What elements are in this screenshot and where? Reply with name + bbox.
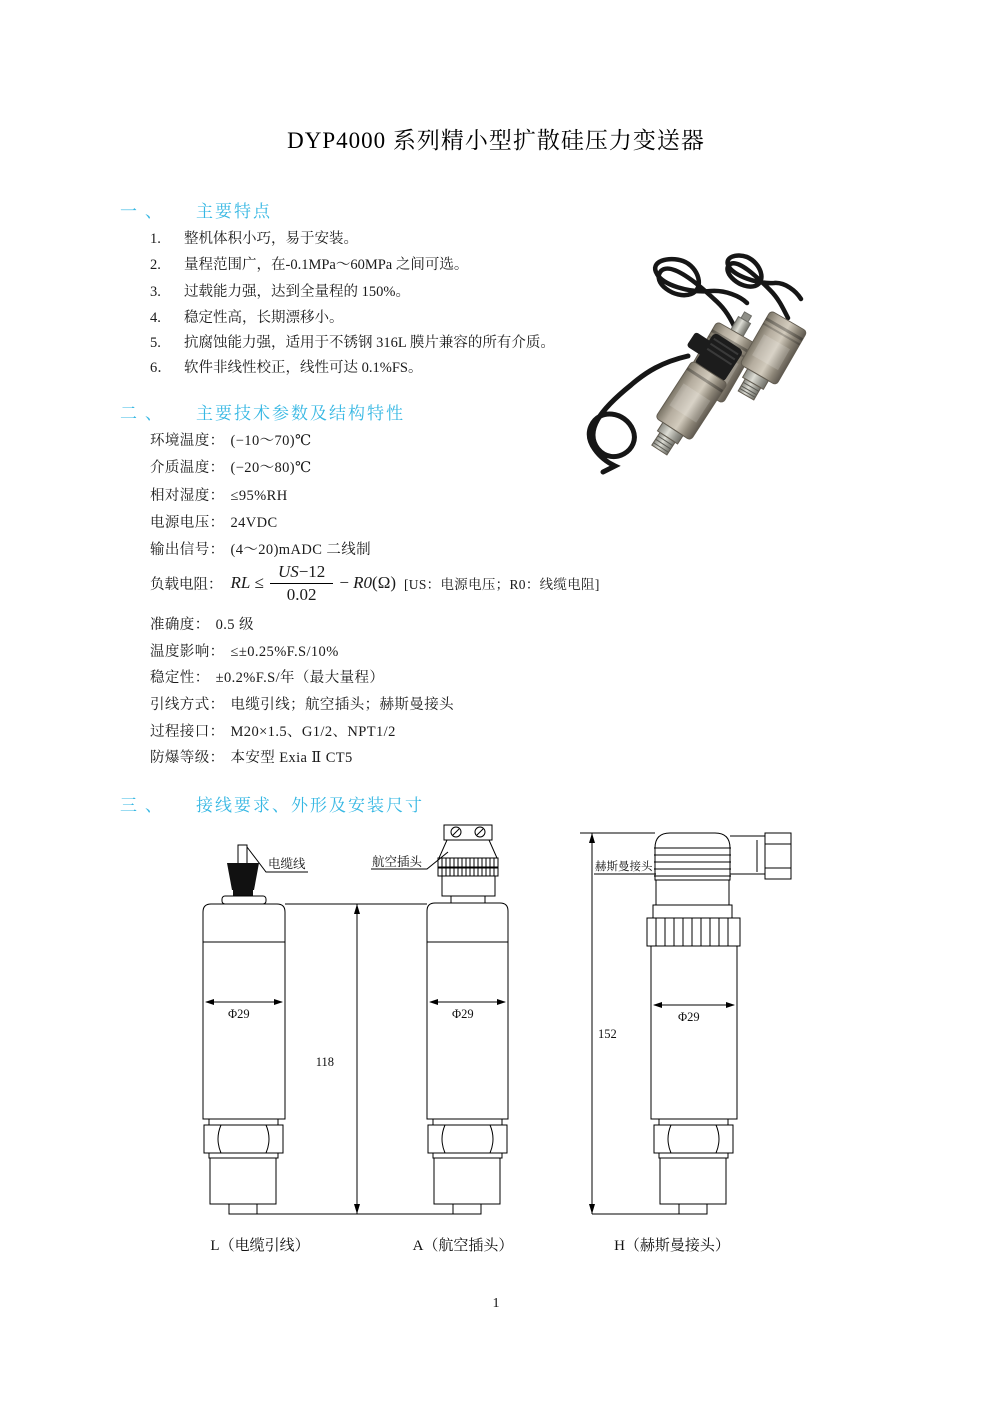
callout-cable: 电缆线: [268, 857, 306, 871]
feature-item: [150, 253, 468, 274]
callout-aviation: 航空插头: [372, 855, 423, 869]
product-photo: [575, 238, 990, 496]
item-marker: 3.: [150, 284, 161, 300]
item-text: 稳定性高，长期漂移小。: [184, 310, 344, 326]
formula-lhs: RL ≤: [230, 573, 264, 592]
spec-line: [150, 746, 353, 767]
formula-rhs: − R0(Ω): [339, 573, 397, 592]
page-number: 1: [492, 1296, 500, 1311]
spec-label: 准确度：: [150, 617, 210, 633]
spec-value: ±0.2%F.S/年（最大量程）: [215, 670, 385, 686]
spec-value: (−10～70)℃: [230, 433, 312, 449]
diameter-label-3: Φ29: [678, 1010, 700, 1024]
item-marker: 4.: [150, 310, 161, 326]
spec-label: 稳定性：: [150, 670, 210, 686]
section-number: 一、: [120, 202, 170, 221]
section-heading-specs: [120, 399, 405, 424]
fraction-denominator: 0.02: [286, 584, 317, 604]
product-photo-illustration: [575, 238, 990, 496]
spec-line: [150, 720, 396, 741]
spec-line: [150, 693, 454, 714]
spec-label: 过程接口：: [150, 724, 225, 740]
page-title: DYP4000 系列精小型扩散硅压力变送器: [287, 128, 705, 153]
feature-item: [150, 306, 344, 327]
feature-item: [150, 331, 555, 352]
caption-cable-version: L（电缆引线）: [210, 1238, 310, 1254]
spec-label: 防爆等级：: [150, 750, 225, 766]
spec-line: [150, 429, 312, 450]
height-dimension-118: [257, 904, 453, 1214]
load-resistance-formula: [150, 558, 600, 608]
section-title: 主要特点: [196, 202, 272, 221]
item-text: 过载能力强，达到全量程的 150%。: [184, 284, 410, 300]
fraction-numerator: US−12: [270, 562, 333, 584]
spec-line: [150, 613, 254, 634]
drawing-cable-version: [203, 845, 308, 1214]
spec-label: 电源电压：: [150, 515, 225, 531]
caption-aviation-version: A（航空插头）: [412, 1238, 514, 1254]
caption-hirschmann-version: H（赫斯曼接头）: [614, 1238, 730, 1254]
item-marker: 6．: [150, 360, 172, 376]
item-text: 抗腐蚀能力强，适用于不锈钢 316L 膜片兼容的所有介质。: [184, 335, 555, 351]
feature-item: [150, 280, 410, 301]
spec-value: 24VDC: [230, 515, 278, 531]
spec-value: ≤95%RH: [230, 488, 288, 504]
dimension-drawings-svg: [170, 815, 860, 1263]
item-marker: 2.: [150, 257, 161, 273]
diameter-label-2: Φ29: [452, 1007, 474, 1021]
spec-value: 0.5 级: [215, 617, 254, 633]
spec-label: 负载电阻：: [150, 576, 223, 593]
drawing-aviation-version: [371, 825, 508, 1214]
item-text: 量程范围广，在-0.1MPa～60MPa 之间可选。: [184, 257, 469, 273]
spec-label: 温度影响：: [150, 644, 225, 660]
spec-line: [150, 511, 278, 532]
section-heading-features: [120, 197, 272, 222]
spec-value: 电缆引线；航空插头；赫斯曼接头: [230, 697, 454, 713]
section-title: 接线要求、外形及安装尺寸: [196, 796, 424, 815]
section-heading-dimensions: [120, 791, 424, 816]
item-text: 整机体积小巧，易于安装。: [184, 231, 358, 247]
section-number: 二、: [120, 404, 170, 423]
feature-item: [150, 356, 422, 377]
spec-label: 相对湿度：: [150, 488, 225, 504]
spec-label: 介质温度：: [150, 460, 225, 476]
section-number: 三、: [120, 796, 170, 815]
spec-value: (4～20)mADC 二线制: [230, 542, 372, 558]
spec-line: [150, 538, 371, 559]
feature-item: [150, 227, 358, 248]
cable-right: [728, 255, 802, 318]
height-label-152: 152: [598, 1027, 617, 1041]
spec-label: 输出信号：: [150, 542, 225, 558]
spec-line: [150, 640, 339, 661]
callout-hirschmann: 赫斯曼接头: [595, 861, 653, 873]
spec-line: [150, 456, 312, 477]
spec-value: (−20～80)℃: [230, 460, 312, 476]
item-text: 软件非线性校正，线性可达 0.1%FS。: [184, 360, 423, 376]
spec-line: [150, 666, 384, 687]
section-title: 主要技术参数及结构特性: [196, 404, 405, 423]
formula-fraction: [270, 562, 333, 605]
spec-value: M20×1.5、G1/2、NPT1/2: [230, 724, 396, 740]
spec-label: 引线方式：: [150, 697, 225, 713]
item-marker: 5.: [150, 335, 161, 351]
diameter-label-1: Φ29: [228, 1007, 250, 1021]
item-marker: 1.: [150, 231, 161, 247]
spec-value: ≤±0.25%F.S/10%: [230, 644, 339, 660]
spec-label: 环境温度：: [150, 433, 225, 449]
dimension-drawings: [170, 815, 860, 1263]
spec-value: 本安型 Exia Ⅱ CT5: [230, 750, 353, 766]
height-label-118: 118: [315, 1055, 334, 1069]
formula-note: [US：电源电压；R0：线缆电阻]: [404, 577, 600, 592]
spec-line: [150, 484, 288, 505]
